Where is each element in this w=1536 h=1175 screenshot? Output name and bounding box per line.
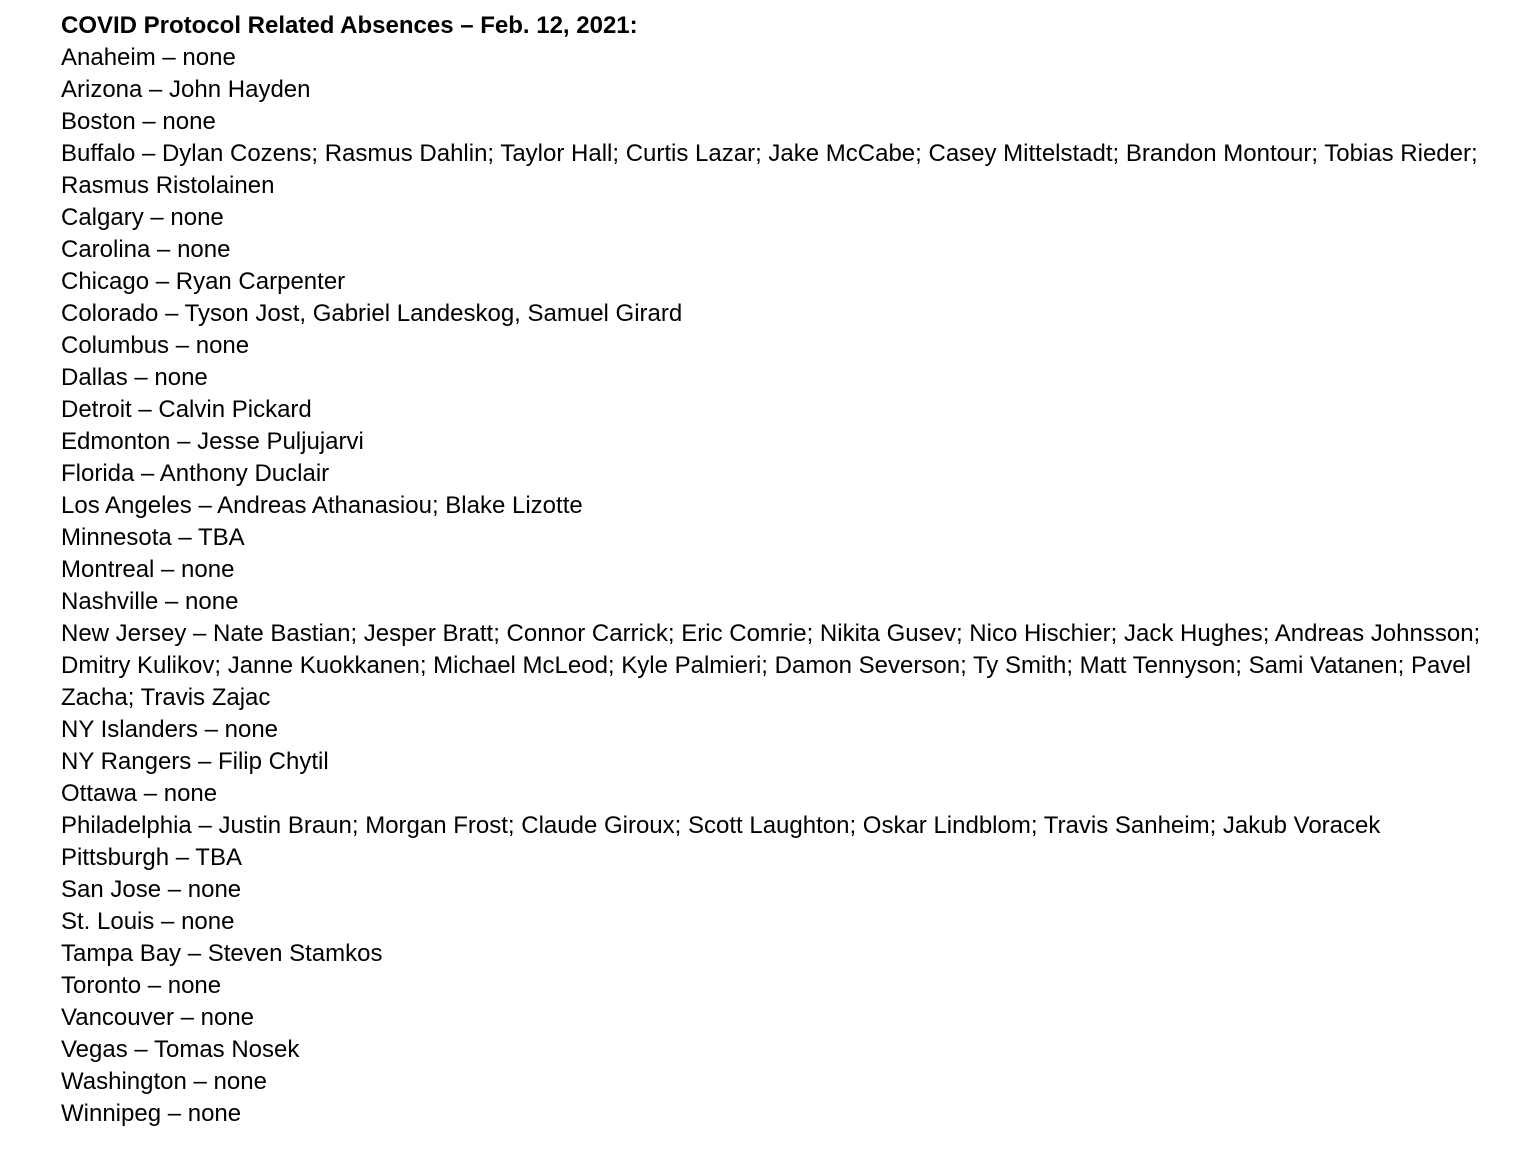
team-entry-ny-islanders: NY Islanders – none [61, 716, 279, 743]
team-entry-colorado: Colorado – Tyson Jost, Gabriel Landeskog, Samuel Girard [61, 300, 683, 327]
team-entry-chicago: Chicago – Ryan Carpenter [61, 268, 346, 295]
team-entry-columbus: Columbus – none [61, 332, 250, 359]
team-entry-nashville: Nashville – none [61, 588, 239, 615]
team-entry-vegas: Vegas – Tomas Nosek [61, 1036, 300, 1063]
team-entry-st-louis: St. Louis – none [61, 908, 235, 935]
team-entry-arizona: Arizona – John Hayden [61, 76, 311, 103]
team-entry-boston: Boston – none [61, 108, 216, 135]
team-entry-calgary: Calgary – none [61, 204, 224, 231]
team-entry-ottawa: Ottawa – none [61, 780, 218, 807]
team-entry-los-angeles: Los Angeles – Andreas Athanasiou; Blake Lizotte [61, 492, 583, 519]
team-entry-philadelphia: Philadelphia – Justin Braun; Morgan Frost; Claude Giroux; Scott Laughton; Oskar Lindblom; Travis Sanheim; Jakub Voracek [61, 812, 1381, 839]
team-entry-winnipeg: Winnipeg – none [61, 1100, 242, 1127]
team-entry-florida: Florida – Anthony Duclair [61, 460, 330, 487]
document [61, 10, 1501, 1130]
team-entry-new-jersey: New Jersey – Nate Bastian; Jesper Bratt; Connor Carrick; Eric Comrie; Nikita Gusev; Nico Hischier; Jack Hughes; Andreas Johnsson; Dmitry Kulikov; Janne Kuokkanen; Michael McLeod; Kyle Palmieri; Damon Severson; Ty Smith; Matt Tennyson; Sami Vatanen; Pavel Zacha; Travis Zajac [61, 620, 1481, 711]
team-entry-vancouver: Vancouver – none [61, 1004, 255, 1031]
team-absence-list [61, 42, 1501, 1130]
team-entry-carolina: Carolina – none [61, 236, 231, 263]
team-entry-ny-rangers: NY Rangers – Filip Chytil [61, 748, 329, 775]
team-entry-minnesota: Minnesota – TBA [61, 524, 245, 551]
team-entry-pittsburgh: Pittsburgh – TBA [61, 844, 242, 871]
team-entry-buffalo: Buffalo – Dylan Cozens; Rasmus Dahlin; Taylor Hall; Curtis Lazar; Jake McCabe; Casey Mittelstadt; Brandon Montour; Tobias Rieder; Rasmus Ristolainen [61, 140, 1478, 199]
team-entry-edmonton: Edmonton – Jesse Puljujarvi [61, 428, 364, 455]
team-entry-detroit: Detroit – Calvin Pickard [61, 396, 312, 423]
team-entry-washington: Washington – none [61, 1068, 267, 1095]
team-entry-anaheim: Anaheim – none [61, 44, 236, 71]
team-entry-toronto: Toronto – none [61, 972, 222, 999]
team-entry-tampa-bay: Tampa Bay – Steven Stamkos [61, 940, 383, 967]
document-title: COVID Protocol Related Absences – Feb. 12, 2021: [61, 12, 638, 39]
team-entry-dallas: Dallas – none [61, 364, 208, 391]
team-entry-montreal: Montreal – none [61, 556, 235, 583]
team-entry-san-jose: San Jose – none [61, 876, 242, 903]
